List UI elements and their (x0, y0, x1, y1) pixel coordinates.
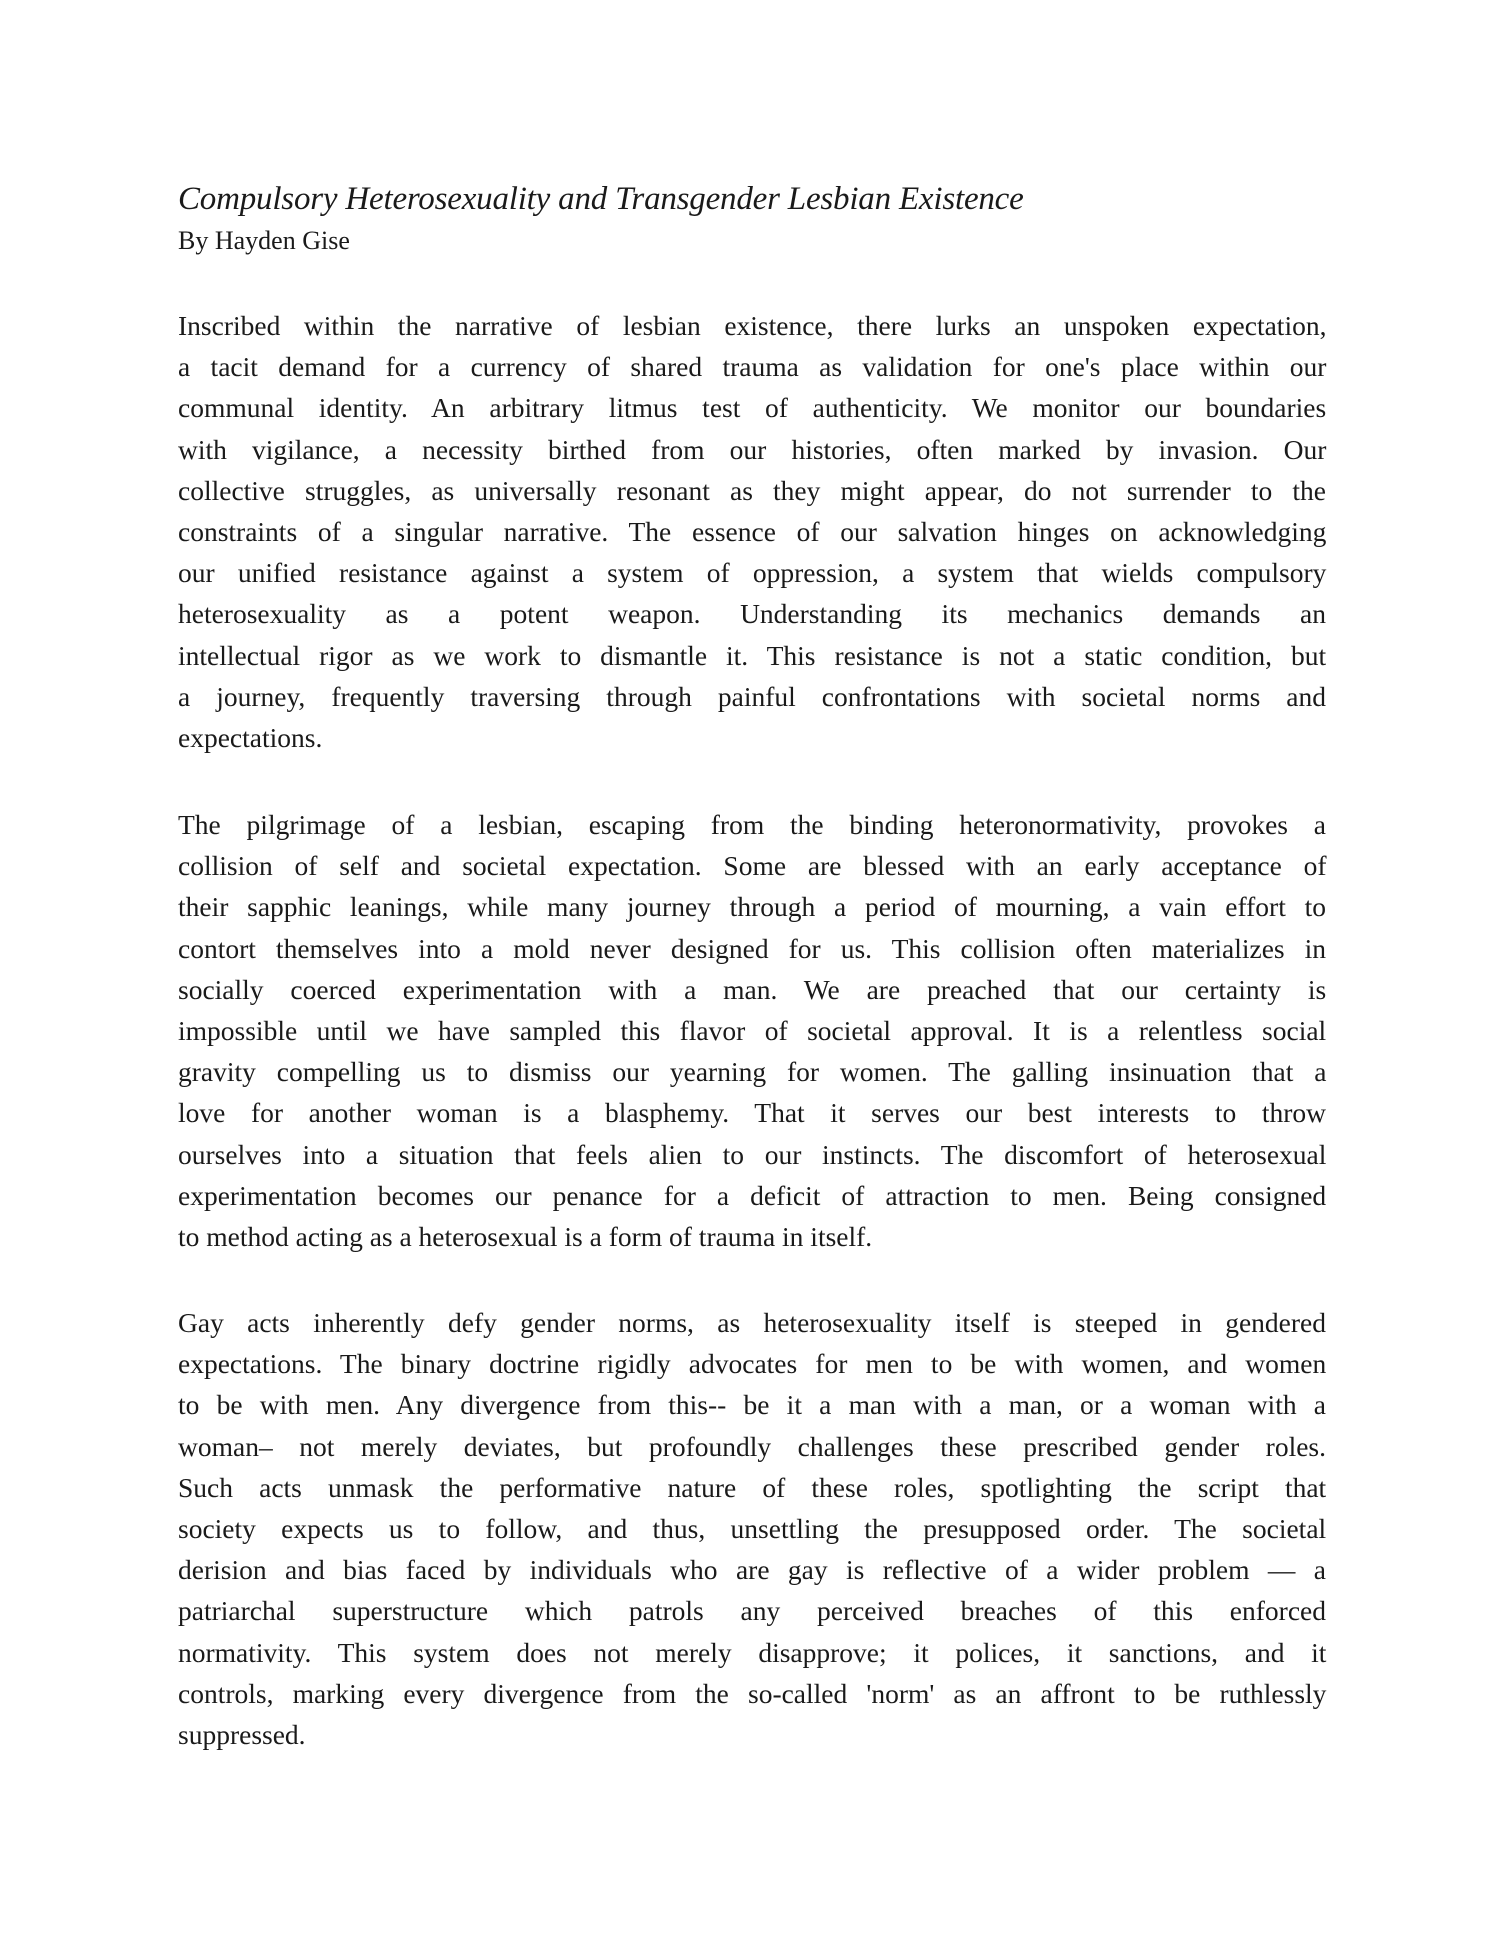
text-line: heterosexuality as a potent weapon. Understanding its mechanics demands an (178, 598, 1326, 630)
text-line: collision of self and societal expectation. Some are blessed with an early acceptance of (178, 850, 1327, 882)
text-line: Inscribed within the narrative of lesbian existence, there lurks an unspoken expectation, (178, 310, 1327, 341)
text-line: our unified resistance against a system of oppression, a system that wields compulsory (178, 557, 1327, 589)
text-line: normativity. This system does not merely disapprove; it polices, it sanctions, and it (178, 1636, 1327, 1668)
text-line: love for another woman is a blasphemy. That it serves our best interests to throw (178, 1097, 1326, 1129)
text-line: socially coerced experimentation with a man. We are preached that our certainty is (178, 973, 1327, 1005)
text-line: experimentation becomes our penance for a deficit of attraction to men. Being consigned (178, 1179, 1327, 1211)
text-line: to be with men. Any divergence from this-- be it a man with a man, or a woman with a (178, 1389, 1326, 1421)
text-line: to method acting as a heterosexual is a form of trauma in itself. (178, 1220, 873, 1252)
text-line: Gay acts inherently defy gender norms, as heterosexuality itself is steeped in gendered (178, 1307, 1326, 1338)
text-line: constraints of a singular narrative. The essence of our salvation hinges on acknowledging (178, 515, 1327, 547)
paragraph-3 (178, 1302, 1326, 1755)
text-line: gravity compelling us to dismiss our yearning for women. The galling insinuation that a (178, 1056, 1327, 1088)
text-line: a journey, frequently traversing through painful confrontations with societal norms and (178, 680, 1326, 712)
text-line: The pilgrimage of a lesbian, escaping from the binding heteronormativity, provokes a (178, 809, 1326, 840)
text-line: collective struggles, as universally resonant as they might appear, do not surrender to the (178, 474, 1326, 506)
paragraph-1 (178, 305, 1326, 758)
paragraph-2 (178, 804, 1326, 1257)
text-line: a tacit demand for a currency of shared trauma as validation for one's place within our (178, 351, 1327, 383)
text-line: suppressed. (178, 1718, 306, 1750)
text-line: derision and bias faced by individuals who are gay is reflective of a wider problem — a (178, 1554, 1326, 1586)
text-line: society expects us to follow, and thus, unsettling the presupposed order. The societal (178, 1512, 1327, 1544)
text-line: patriarchal superstructure which patrols any perceived breaches of this enforced (178, 1595, 1326, 1627)
text-line: expectations. (178, 721, 323, 753)
text-line: expectations. The binary doctrine rigidly advocates for men to be with women, and women (178, 1348, 1327, 1380)
text-line: woman– not merely deviates, but profoundly challenges these prescribed gender roles. (178, 1430, 1326, 1462)
text-line: intellectual rigor as we work to dismantle it. This resistance is not a static condition, but (178, 639, 1327, 671)
text-line: with vigilance, a necessity birthed from our histories, often marked by invasion. Our (178, 433, 1327, 465)
text-line: impossible until we have sampled this flavor of societal approval. It is a relentless social (178, 1014, 1327, 1046)
text-line: controls, marking every divergence from the so-called 'norm' as an affront to be ruthlessly (178, 1677, 1327, 1709)
text-line: contort themselves into a mold never designed for us. This collision often materializes in (178, 932, 1327, 964)
author-byline: By Hayden Gise (178, 226, 350, 255)
document-title: Compulsory Heterosexuality and Transgender Lesbian Existence (178, 181, 1024, 217)
text-line: their sapphic leanings, while many journey through a period of mourning, a vain effort to (178, 891, 1326, 923)
text-line: ourselves into a situation that feels alien to our instincts. The discomfort of heterosexual (178, 1138, 1327, 1170)
text-line: Such acts unmask the performative nature of these roles, spotlighting the script that (178, 1471, 1327, 1503)
text-line: communal identity. An arbitrary litmus test of authenticity. We monitor our boundaries (178, 392, 1327, 424)
